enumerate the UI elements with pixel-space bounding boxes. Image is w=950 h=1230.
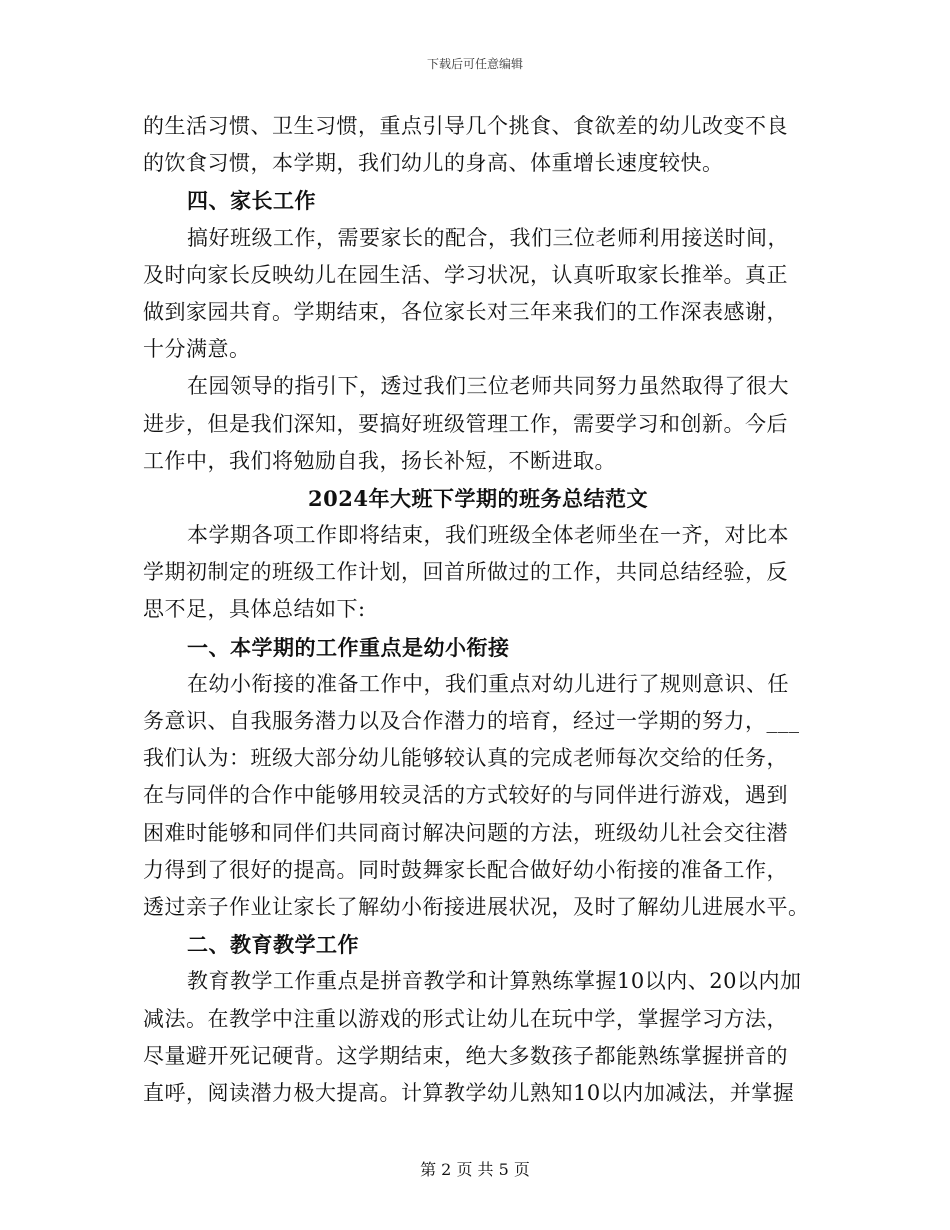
text-line: 尽量避开死记硬背。这学期结束，绝大多数孩子都能熟练掌握拼音的 xyxy=(143,1043,788,1068)
page-footer-number: 第 2 页 共 5 页 xyxy=(420,1160,530,1179)
document-body xyxy=(143,108,813,1112)
text-line: 在与同伴的合作中能够用较灵活的方式较好的与同伴进行游戏，遇到 xyxy=(143,783,788,808)
text-line: 进步，但是我们深知，要搞好班级管理工作，需要学习和创新。今后 xyxy=(143,411,788,436)
text-line: 透过亲子作业让家长了解幼小衔接进展状况，及时了解幼儿进展水平。 xyxy=(143,894,810,919)
text-line: 务意识、自我服务潜力以及合作潜力的培育，经过一学期的努力，___ xyxy=(143,709,800,733)
section-title: 2024年大班下学期的班务总结范文 xyxy=(308,485,648,511)
text-line: 教育教学工作重点是拼音教学和计算熟练掌握10以内、20以内加 xyxy=(187,969,802,994)
text-line: 搞好班级工作，需要家长的配合，我们三位老师利用接送时间， xyxy=(187,225,789,250)
text-line: 学期初制定的班级工作计划，回首所做过的工作，共同总结经验，反 xyxy=(143,560,788,585)
text-line: 我们认为：班级大部分幼儿能够较认真的完成老师每次交给的任务， xyxy=(143,746,788,771)
text-line: 在园领导的指引下，透过我们三位老师共同努力虽然取得了很大 xyxy=(187,374,789,399)
text-line: 十分满意。 xyxy=(143,337,251,362)
text-line: 的饮食习惯，本学期，我们幼儿的身高、体重增长速度较快。 xyxy=(143,151,724,176)
text-line: 本学期各项工作即将结束，我们班级全体老师坐在一齐，对比本 xyxy=(187,523,789,548)
text-line: 思不足，具体总结如下: xyxy=(143,597,366,622)
section-heading: 二、教育教学工作 xyxy=(187,932,359,958)
page-header-note: 下载后可任意编辑 xyxy=(426,57,523,71)
text-line: 困难时能够和同伴们共同商讨解决问题的方法，班级幼儿社会交往潜 xyxy=(143,820,788,845)
section-heading: 一、本学期的工作重点是幼小衔接 xyxy=(187,634,510,660)
text-line: 的生活习惯、卫生习惯，重点引导几个挑食、食欲差的幼儿改变不良 xyxy=(143,114,788,138)
text-line: 力得到了很好的提高。同时鼓舞家长配合做好幼小衔接的准备工作， xyxy=(143,857,788,882)
text-line: 及时向家长反映幼儿在园生活、学习状况，认真听取家长推举。真正 xyxy=(143,262,788,287)
text-line: 工作中，我们将勉励自我，扬长补短，不断进取。 xyxy=(143,448,616,473)
text-line: 做到家园共育。学期结束，各位家长对三年来我们的工作深表感谢， xyxy=(143,299,788,324)
section-heading: 四、家长工作 xyxy=(187,188,316,214)
text-line: 在幼小衔接的准备工作中，我们重点对幼儿进行了规则意识、任 xyxy=(187,671,789,696)
text-line: 减法。在教学中注重以游戏的形式让幼儿在玩中学，掌握学习方法， xyxy=(143,1006,788,1031)
text-line: 直呼，阅读潜力极大提高。计算教学幼儿熟知10以内加减法，并掌握 xyxy=(143,1080,795,1105)
